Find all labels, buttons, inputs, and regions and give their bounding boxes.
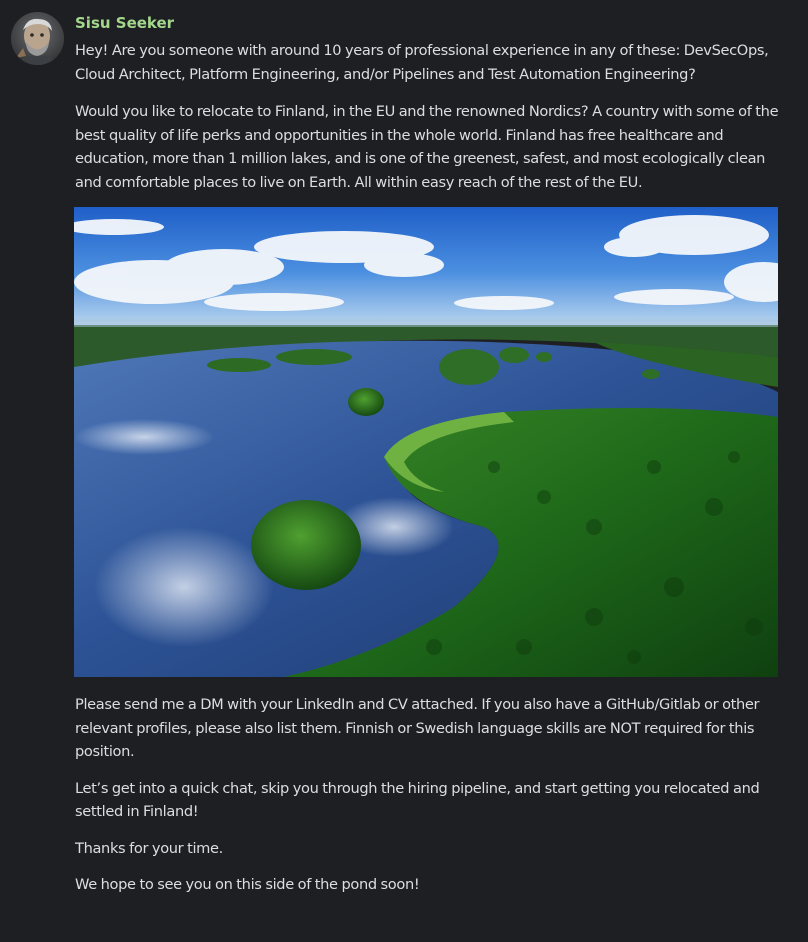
message-paragraph-3: Please send me a DM with your LinkedIn and CV attached. If you also have a GitHub/Gitlab or other relevant profiles, please also list them. Finnish or Swedish language skills are NOT required for this position. <box>75 696 760 760</box>
message-paragraph-2: Would you like to relocate to Finland, in the EU and the renowned Nordics? A country with some of the best quality of life perks and opportunities in the whole world. Finland has free healthcare and education, more than 1 million lakes, and is one of the greenest, safest, and most ecologically clean and comfortable places to live on Earth. All within easy reach of the rest of the EU. <box>75 103 779 191</box>
user-avatar[interactable] <box>11 12 64 65</box>
lake-landscape-image <box>74 207 778 677</box>
avatar-portrait-icon <box>11 12 64 65</box>
message-paragraph-1: Hey! Are you someone with around 10 years of professional experience in any of these: DevSecOps, Cloud Architect, Platform Engineering, and/or Pipelines and Test Automation Engineering? <box>75 42 769 83</box>
attached-image[interactable] <box>74 207 778 677</box>
message-paragraph-5: Thanks for your time. <box>75 839 223 857</box>
author-name[interactable]: Sisu Seeker <box>75 14 175 32</box>
message-content <box>75 12 787 910</box>
message-paragraph-6: We hope to see you on this side of the pond soon! <box>75 876 420 893</box>
message-paragraph-4: Let’s get into a quick chat, skip you through the hiring pipeline, and start getting you relocated and settled in Finland! <box>75 779 760 820</box>
